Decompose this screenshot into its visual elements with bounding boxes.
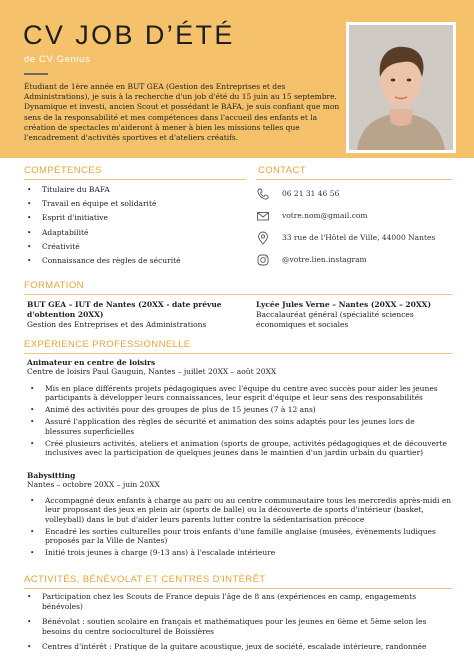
job-bullet: • Encadré les sorties culturelles pour trois enfants d'une famille anglaise (musées, évènements ludiques proposés par la Ville de Nantes) xyxy=(27,527,452,546)
job-place: Centre de loisirs Paul Gauguin, Nantes – juillet 20XX – août 20XX xyxy=(27,367,277,377)
section-title-experience: EXPÉRIENCE PROFESSIONNELLE xyxy=(24,339,191,350)
activity-item: • Participation chez les Scouts de France depuis l'âge de 8 ans (expériences en camp, engagements bénévoles) xyxy=(24,592,452,611)
skill-item: • Adaptabilité xyxy=(24,226,181,240)
job-role: Animateur en centre de loisirs xyxy=(27,358,156,367)
section-title-contact: CONTACT xyxy=(258,165,307,176)
phone-number: 06 21 31 46 56 xyxy=(282,189,340,198)
job-bullet: • Assuré l'application des règles de sécurité et animation des soins adaptés pour les jeunes lors de blessures superficielles xyxy=(27,417,452,436)
skill-item: • Connaissance des règles de sécurité xyxy=(24,254,181,268)
email-icon xyxy=(256,209,270,223)
job-bullet: • Animé des activités pour des groupes de plus de 15 jeunes (7 à 12 ans) xyxy=(27,405,452,414)
postal-address: 33 rue de l'Hôtel de Ville, 44000 Nantes xyxy=(282,233,436,242)
job-header xyxy=(27,471,160,490)
portrait-illustration xyxy=(349,25,453,150)
formation-item xyxy=(256,300,452,329)
instagram-handle: @votre.lien.instagram xyxy=(282,255,367,264)
formation-detail: Gestion des Entreprises et des Administrations xyxy=(27,319,207,329)
job-bullet-list xyxy=(27,384,452,460)
intro-paragraph: Étudiant de 1ère année en BUT GEA (Gestion des Entreprises et des Administrations), je suis à la recherche d'un job d'été du 15 juin au 15 septembre. Dynamique et investi, ancien Scout et possédant le BAFA, je suis confiant que mon sens de la responsabilité et mes compétences dans l'accueil des enfants et la création de spectacles m'aideront à mener à bien les missions telles que l'encadrement d'activités sportives et d'ateliers créatifs. xyxy=(24,82,340,143)
activity-item: • Centres d'intérêt : Pratique de la guitare acoustique, jeux de société, escalade intérieure, randonnée xyxy=(24,642,452,652)
email-address: votre.nom@gmail.com xyxy=(282,211,368,220)
job-bullet: • Mis en place différents projets pédagogiques avec l'équipe du centre avec succès pour aider les jeunes participants à développer leurs connaissances, leur esprit d'équipe et leur sens des responsabilités xyxy=(27,384,452,403)
cv-title: CV JOB D’ÉTÉ xyxy=(23,20,235,50)
skill-item: • Esprit d'initiative xyxy=(24,211,181,225)
job-bullet: • Initié trois jeunes à charge (9-13 ans) à l'escalade intérieure xyxy=(27,548,452,557)
section-divider xyxy=(24,294,452,295)
section-title-skills: COMPÉTENCES xyxy=(24,165,102,176)
skill-item: • Créativité xyxy=(24,240,181,254)
location-pin-icon xyxy=(256,231,270,245)
skill-item: • Travail en équipe et solidarité xyxy=(24,197,181,211)
phone-icon xyxy=(256,187,270,201)
formation-item xyxy=(27,300,242,329)
title-divider xyxy=(24,73,48,75)
skills-list xyxy=(24,183,181,268)
job-bullet: • Accompagné deux enfants à charge au parc ou au centre communautaire tous les mercredis après-midi en leur proposant des jeux en plein air (sports de balle) ou la découverte de sports d'intérieur (basket, volleyball) dans le but d'aider leurs parents lutter contre la sédentarisation précoce xyxy=(27,496,452,524)
section-divider xyxy=(24,179,246,180)
formation-heading: BUT GEA – IUT de Nantes (20XX - date prévue d'obtention 20XX) xyxy=(27,300,222,319)
skill-item: • Titulaire du BAFA xyxy=(24,183,181,197)
section-title-formation: FORMATION xyxy=(24,280,84,291)
job-bullet: • Créé plusieurs activités, ateliers et animation (sports de groupe, activités pédagogiques et de découverte inclusives avec la participation de quelques jeunes dans le maintien d'un jardin urbain du quartier) xyxy=(27,439,452,458)
formation-detail: Baccalauréat général (spécialité sciences économiques et sociales xyxy=(256,309,414,329)
formation-heading: Lycée Jules Verne – Nantes (20XX – 20XX) xyxy=(256,300,432,309)
activity-item: • Bénévolat : soutien scolaire en français et mathématiques pour les jeunes en 6ème et 5ème selon les besoins du centre socioculturel de Boissières xyxy=(24,617,452,636)
section-title-activities: ACTIVITÉS, BÉNÉVOLAT ET CENTRES D'INTÉRÊT xyxy=(24,574,266,585)
cv-subtitle: de CV Genius xyxy=(24,54,91,65)
instagram-icon xyxy=(256,253,270,267)
section-divider xyxy=(24,588,452,589)
job-bullet-list xyxy=(27,496,452,560)
section-divider xyxy=(24,353,452,354)
profile-photo xyxy=(346,22,456,153)
job-place: Nantes – octobre 20XX – juin 20XX xyxy=(27,480,160,490)
job-header xyxy=(27,358,276,377)
activities-list xyxy=(24,592,452,658)
section-divider xyxy=(256,179,452,180)
job-role: Babysitting xyxy=(27,471,76,480)
